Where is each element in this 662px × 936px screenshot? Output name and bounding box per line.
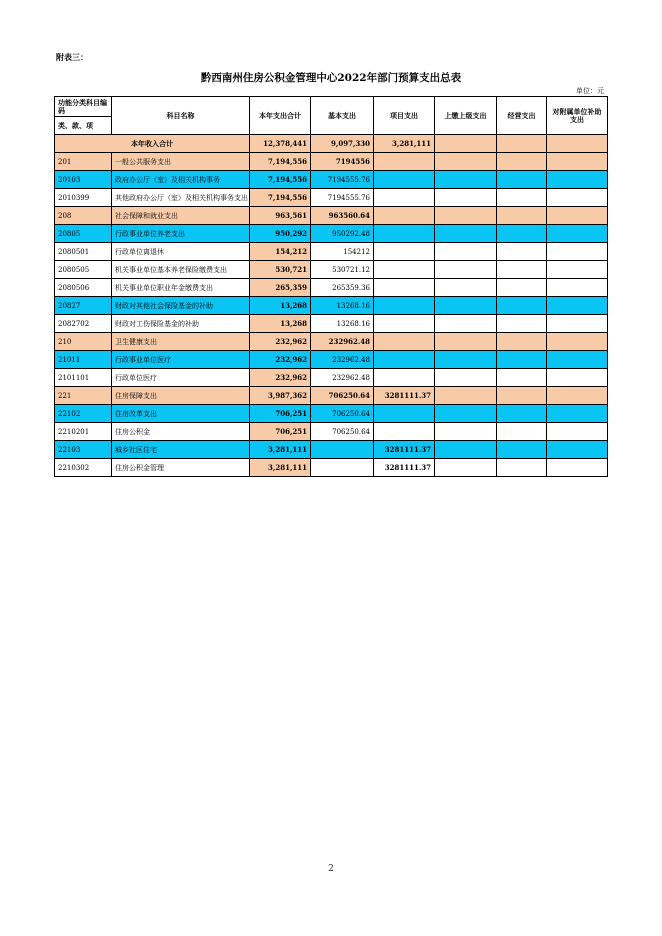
row-basic: 706250.64 — [311, 387, 374, 405]
row-name: 行政单位医疗 — [112, 369, 250, 387]
row-subsidy — [547, 441, 608, 459]
table-row — [55, 459, 608, 477]
row-name: 城乡社区住宅 — [112, 441, 250, 459]
row-subsidy — [547, 207, 608, 225]
row-code: 20103 — [55, 171, 112, 189]
row-basic: 232962.48 — [311, 351, 374, 369]
row-code: 201 — [55, 153, 112, 171]
row-code: 2101101 — [55, 369, 112, 387]
header-basic: 基本支出 — [311, 97, 374, 135]
row-subsidy — [547, 315, 608, 333]
appendix-note: 附表三： — [56, 52, 88, 62]
row-upper — [435, 441, 497, 459]
row-subsidy — [547, 459, 608, 477]
row-upper — [435, 171, 497, 189]
row-project — [374, 333, 435, 351]
row-subsidy — [547, 189, 608, 207]
row-name: 住房改革支出 — [112, 405, 250, 423]
unit-label: 单位：元 — [576, 87, 604, 95]
table-row — [55, 333, 608, 351]
row-project — [374, 351, 435, 369]
row-upper — [435, 297, 497, 315]
row-project: 3281111.37 — [374, 387, 435, 405]
row-project — [374, 405, 435, 423]
row-upper — [435, 279, 497, 297]
row-name: 行政单位离退休 — [112, 243, 250, 261]
row-project — [374, 153, 435, 171]
table-row — [55, 243, 608, 261]
table-row — [55, 423, 608, 441]
summary-project: 3,281,111 — [374, 135, 435, 153]
row-code: 2210201 — [55, 423, 112, 441]
row-project: 3281111.37 — [374, 441, 435, 459]
row-subsidy — [547, 153, 608, 171]
summary-total: 12,378,441 — [250, 135, 311, 153]
table-row — [55, 441, 608, 459]
row-business — [497, 459, 547, 477]
row-name: 卫生健康支出 — [112, 333, 250, 351]
header-total: 本年支出合计 — [250, 97, 311, 135]
row-project — [374, 189, 435, 207]
row-upper — [435, 351, 497, 369]
row-name: 住房保障支出 — [112, 387, 250, 405]
row-upper — [435, 189, 497, 207]
row-total: 7,194,556 — [250, 171, 311, 189]
table-row — [55, 405, 608, 423]
row-code: 2080506 — [55, 279, 112, 297]
row-total: 7,194,556 — [250, 153, 311, 171]
row-upper — [435, 333, 497, 351]
row-name: 行政事业单位医疗 — [112, 351, 250, 369]
row-basic: 7194556 — [311, 153, 374, 171]
row-name: 财政对其他社会保险基金的补助 — [112, 297, 250, 315]
summary-row — [55, 135, 608, 153]
table-row — [55, 387, 608, 405]
row-project: 3281111.37 — [374, 459, 435, 477]
row-project — [374, 315, 435, 333]
summary-label: 本年收入合计 — [55, 135, 250, 153]
row-upper — [435, 423, 497, 441]
row-business — [497, 261, 547, 279]
row-upper — [435, 405, 497, 423]
row-code: 22103 — [55, 441, 112, 459]
row-business — [497, 225, 547, 243]
table-row — [55, 279, 608, 297]
row-code: 221 — [55, 387, 112, 405]
row-name: 财政对工伤保险基金的补助 — [112, 315, 250, 333]
row-total: 530,721 — [250, 261, 311, 279]
table-row — [55, 225, 608, 243]
row-business — [497, 189, 547, 207]
row-project — [374, 423, 435, 441]
row-basic: 154212 — [311, 243, 374, 261]
table-row — [55, 297, 608, 315]
budget-table — [54, 96, 608, 477]
table-row — [55, 369, 608, 387]
row-upper — [435, 243, 497, 261]
row-upper — [435, 315, 497, 333]
row-business — [497, 279, 547, 297]
row-project — [374, 243, 435, 261]
summary-subsidy — [547, 135, 608, 153]
row-upper — [435, 261, 497, 279]
row-name: 住房公积金 — [112, 423, 250, 441]
row-subsidy — [547, 243, 608, 261]
row-name: 机关事业单位职业年金缴费支出 — [112, 279, 250, 297]
table-row — [55, 189, 608, 207]
row-project — [374, 225, 435, 243]
row-basic: 7194555.76 — [311, 171, 374, 189]
row-subsidy — [547, 171, 608, 189]
summary-basic: 9,097,330 — [311, 135, 374, 153]
row-total: 963,561 — [250, 207, 311, 225]
row-subsidy — [547, 423, 608, 441]
table-row — [55, 207, 608, 225]
row-upper — [435, 207, 497, 225]
row-total: 265,359 — [250, 279, 311, 297]
row-business — [497, 153, 547, 171]
row-basic: 530721.12 — [311, 261, 374, 279]
row-business — [497, 441, 547, 459]
row-business — [497, 243, 547, 261]
row-total: 3,987,362 — [250, 387, 311, 405]
row-project — [374, 369, 435, 387]
row-code: 21011 — [55, 351, 112, 369]
row-basic — [311, 459, 374, 477]
row-upper — [435, 369, 497, 387]
header-business: 经营支出 — [497, 97, 547, 135]
row-total: 13,268 — [250, 297, 311, 315]
row-subsidy — [547, 387, 608, 405]
row-business — [497, 315, 547, 333]
row-basic: 13268.16 — [311, 297, 374, 315]
row-project — [374, 171, 435, 189]
row-business — [497, 207, 547, 225]
row-code: 2080505 — [55, 261, 112, 279]
row-name: 政府办公厅（室）及相关机构事务 — [112, 171, 250, 189]
row-total: 154,212 — [250, 243, 311, 261]
row-total: 3,281,111 — [250, 459, 311, 477]
row-project — [374, 297, 435, 315]
row-subsidy — [547, 261, 608, 279]
row-upper — [435, 387, 497, 405]
row-basic: 706250.64 — [311, 423, 374, 441]
row-subsidy — [547, 351, 608, 369]
table-row — [55, 261, 608, 279]
row-total: 950,292 — [250, 225, 311, 243]
row-code: 22102 — [55, 405, 112, 423]
row-subsidy — [547, 297, 608, 315]
row-project — [374, 207, 435, 225]
row-name: 社会保障和就业支出 — [112, 207, 250, 225]
row-business — [497, 387, 547, 405]
row-code: 2010399 — [55, 189, 112, 207]
row-basic: 963560.64 — [311, 207, 374, 225]
table-row — [55, 351, 608, 369]
row-name: 一般公共服务支出 — [112, 153, 250, 171]
row-name: 机关事业单位基本养老保险缴费支出 — [112, 261, 250, 279]
header-upper: 上缴上级支出 — [435, 97, 497, 135]
row-basic: 232962.48 — [311, 369, 374, 387]
row-business — [497, 405, 547, 423]
row-total: 232,962 — [250, 369, 311, 387]
row-total: 3,281,111 — [250, 441, 311, 459]
row-business — [497, 351, 547, 369]
row-business — [497, 171, 547, 189]
row-total: 7,194,556 — [250, 189, 311, 207]
row-code: 210 — [55, 333, 112, 351]
row-subsidy — [547, 405, 608, 423]
row-basic: 950292.48 — [311, 225, 374, 243]
header-code: 功能分类科目编码 — [55, 97, 112, 117]
row-project — [374, 279, 435, 297]
row-name: 住房公积金管理 — [112, 459, 250, 477]
row-code: 20827 — [55, 297, 112, 315]
table-row — [55, 153, 608, 171]
row-basic: 706250.64 — [311, 405, 374, 423]
row-basic: 13268.16 — [311, 315, 374, 333]
row-subsidy — [547, 225, 608, 243]
header-project: 项目支出 — [374, 97, 435, 135]
header-subsidy: 对附属单位补助支出 — [547, 97, 608, 135]
row-total: 706,251 — [250, 423, 311, 441]
row-business — [497, 423, 547, 441]
row-basic — [311, 441, 374, 459]
row-subsidy — [547, 279, 608, 297]
row-name: 其他政府办公厅（室）及相关机构事务支出 — [112, 189, 250, 207]
row-subsidy — [547, 369, 608, 387]
row-basic: 265359.36 — [311, 279, 374, 297]
row-upper — [435, 225, 497, 243]
row-upper — [435, 459, 497, 477]
row-business — [497, 369, 547, 387]
row-project — [374, 261, 435, 279]
row-total: 232,962 — [250, 351, 311, 369]
page-number: 2 — [328, 864, 334, 874]
summary-upper — [435, 135, 497, 153]
table-row — [55, 171, 608, 189]
row-code: 208 — [55, 207, 112, 225]
row-subsidy — [547, 333, 608, 351]
row-business — [497, 297, 547, 315]
row-basic: 7194555.76 — [311, 189, 374, 207]
row-code: 2210302 — [55, 459, 112, 477]
header-name: 科目名称 — [112, 97, 250, 135]
row-business — [497, 333, 547, 351]
row-code: 20805 — [55, 225, 112, 243]
row-basic: 232962.48 — [311, 333, 374, 351]
row-total: 13,268 — [250, 315, 311, 333]
row-total: 232,962 — [250, 333, 311, 351]
header-code-levels: 类、款、项 — [55, 117, 112, 135]
row-total: 706,251 — [250, 405, 311, 423]
row-code: 2080501 — [55, 243, 112, 261]
page-title: 黔西南州住房公积金管理中心2022年部门预算支出总表 — [200, 72, 462, 84]
row-name: 行政事业单位养老支出 — [112, 225, 250, 243]
row-upper — [435, 153, 497, 171]
summary-business — [497, 135, 547, 153]
row-code: 2082702 — [55, 315, 112, 333]
table-row — [55, 315, 608, 333]
